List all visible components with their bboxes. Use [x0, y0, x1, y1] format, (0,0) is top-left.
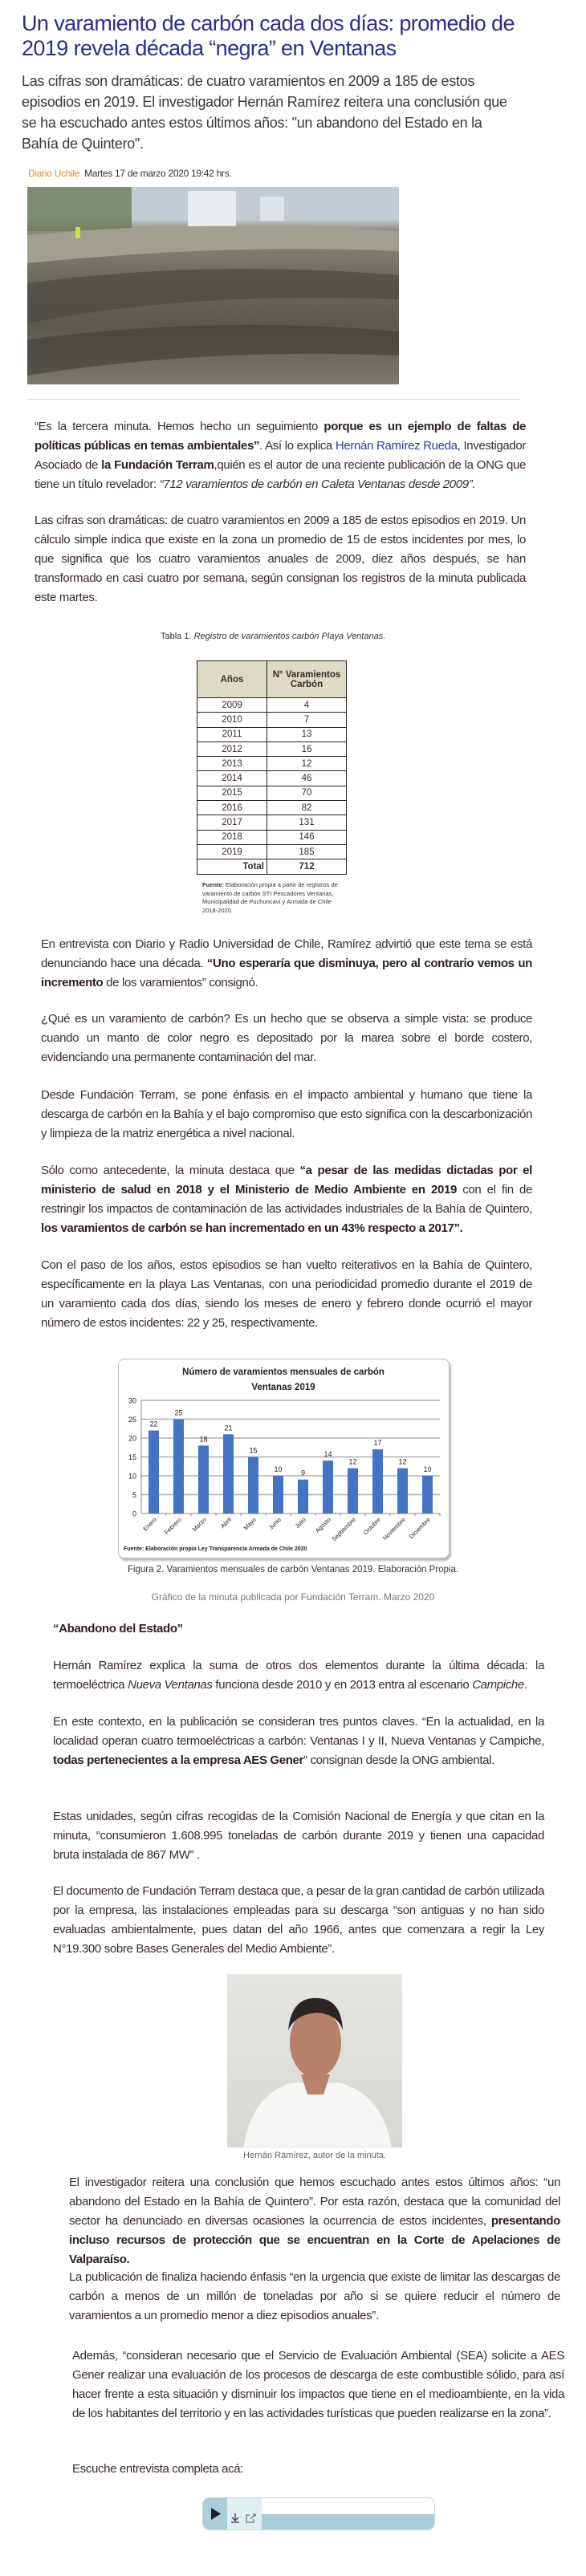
text-segment: Hernán Ramírez explica la suma de otros dos elementos durante la última década: la termoeléctrica: [53, 1659, 544, 1692]
text-segment: La publicación de finaliza haciendo énfasis “en la urgencia que existe de limitar las descargas de carbón a menos de un millón de toneladas por año si se quiere reducir el número de varamientos a un promedio menor a diez episodios anuales”.: [69, 2270, 560, 2322]
bar-enero: [149, 1431, 159, 1514]
paragraph: [69, 2173, 560, 2269]
paragraph: [53, 1713, 544, 1770]
cell-year: 2013: [197, 757, 267, 771]
table-row: [197, 727, 347, 742]
text-segment: la Fundación Terram: [101, 458, 214, 472]
figure-caption: Figura 2. Varamientos mensuales de carbón Ventanas 2019. Elaboración Propia.: [127, 1565, 459, 1574]
col-header-years: Años: [197, 661, 267, 698]
text-segment: todas pertenecientes a la empresa AES Gener: [53, 1753, 304, 1767]
paragraph: [53, 1807, 544, 1865]
author-link[interactable]: Hernán Ramírez Rueda: [335, 439, 458, 453]
table-source-text: Elaboración propia a partir de registros de varamiento de carbón STI Pescadores Ventanas, Municipalidad de Puchuncaví y Armada de Chile 2018-2020.: [202, 881, 338, 914]
text-segment: funciona desde 2010 y en 2013 entra al escenario: [212, 1678, 473, 1692]
text-segment: presentando incluso recursos de protección que se encuentran en la Corte de Apelaciones de Valparaíso.: [69, 2214, 560, 2266]
paragraph: [41, 1010, 532, 1067]
table-caption-text: Registro de varamientos carbón Playa Ventanas.: [193, 632, 386, 641]
bar-agosto: [323, 1461, 333, 1514]
paragraph: [41, 935, 532, 993]
x-tick-label: Junio: [267, 1516, 283, 1532]
y-tick-label: 30: [128, 1396, 136, 1405]
table-total-row: [197, 859, 347, 874]
text-segment: “Uno esperaría que disminuya, pero al contrario vemos un incremento: [41, 957, 532, 989]
text-segment: El documento de Fundación Terram destaca que, a pesar de la gran cantidad de carbón utilizada por la empresa, las instalaciones empleadas para su descarga “son antiguas y no han sido evaluadas ambientalmente, pues datan del año 1966, antes que comenzara a regir la Ley N°19.300 sobre Bases Generales del Medio Ambiente”.: [53, 1884, 544, 1956]
text-segment: .: [523, 1678, 527, 1692]
cell-count: 7: [267, 713, 347, 727]
audio-player: [202, 2497, 435, 2530]
data-label: 25: [174, 1408, 183, 1417]
text-segment: Nueva Ventanas: [128, 1678, 213, 1692]
x-tick-label: Noviembre: [380, 1516, 407, 1542]
hero-image-drawing: [27, 187, 399, 384]
cell-count: 12: [267, 757, 347, 771]
text-segment: de los varamientos” consignó.: [103, 976, 258, 989]
text-segment: “712 varamientos de carbón en Caleta Ventanas desde 2009”.: [159, 477, 476, 491]
data-label: 22: [149, 1420, 158, 1428]
data-label: 12: [348, 1457, 357, 1466]
paragraph: [41, 1256, 532, 1333]
y-tick-label: 20: [128, 1434, 136, 1443]
data-label: 18: [199, 1435, 208, 1444]
paragraph: [53, 1882, 544, 1959]
text-segment: Escuche entrevista completa acá:: [72, 2462, 244, 2476]
cell-count: 185: [267, 844, 347, 859]
data-label: 10: [274, 1465, 283, 1473]
text-segment: ,quién es el autor de una reciente publicación de la ONG que tiene un título revelador:: [35, 458, 526, 491]
cell-count: 146: [267, 830, 347, 844]
text-segment: ¿Qué es un varamiento de carbón? Es un hecho que se observa a simple vista: se produce cuando un manto de color negro es depositado por la marea sobre el borde costero, evidenciando una permanente contaminación del mar.: [41, 1012, 532, 1064]
text-segment: Además, “consideran necesario que el Servicio de Evaluación Ambiental (SEA) solicite a AES Gener realizar una evaluación de los procesos de descarga de este combustible sólido, para así hacer frente a esta situación y disminuir los impactos que tiene en el medioambiente, en la vida de los habitantes del territorio y en las actividades turísticas que pueden realizarse en la zona”.: [72, 2349, 564, 2420]
article-subtitle: Las cifras son dramáticas: de cuatro varamientos en 2009 a 185 de estos episodios en 2019. El investigador Hernán Ramírez reitera una conclusión que se ha escuchado antes estos últimos años: "un abandono del Estado en la Bahía de Quintero".: [22, 73, 507, 152]
text-segment: con el fin de restringir los impactos de contaminación de las actividades industriales de la Bahía de Quintero,: [41, 1183, 532, 1216]
text-segment: En entrevista con Diario y Radio Universidad de Chile, Ramírez advirtió que este tema se está denunciando hace una década.: [41, 937, 532, 970]
byline: [28, 168, 231, 179]
play-icon: [203, 2498, 227, 2529]
bar-septiembre: [348, 1469, 358, 1514]
cell-count: 13: [267, 727, 347, 742]
section-heading: [53, 1619, 544, 1639]
paragraph: [35, 511, 526, 607]
total-value: 712: [267, 859, 347, 874]
text-segment: . Así lo explica: [259, 439, 336, 453]
progress-bar[interactable]: [262, 2514, 434, 2529]
chart-title: Ventanas 2019: [251, 1383, 315, 1392]
paragraph: [53, 1656, 544, 1695]
text-segment: “Es la tercera minuta. Hemos hecho un seguimiento: [35, 420, 324, 433]
y-tick-label: 15: [128, 1453, 136, 1461]
cell-count: 131: [267, 815, 347, 830]
cell-year: 2011: [197, 727, 267, 742]
paragraph: [72, 2346, 564, 2424]
bar-abril: [223, 1434, 234, 1514]
bar-diciembre: [422, 1476, 433, 1514]
table-row: [197, 830, 347, 844]
paragraph: [41, 1161, 532, 1238]
bar-noviembre: [397, 1469, 408, 1514]
cell-count: 46: [267, 771, 347, 786]
figure-credit: Gráfico de la minuta publicada por Fundación Terram. Marzo 2020: [151, 1591, 435, 1603]
table-row: [197, 801, 347, 815]
cell-year: 2012: [197, 742, 267, 756]
data-label: 10: [423, 1465, 432, 1473]
cell-year: 2017: [197, 815, 267, 830]
x-tick-label: Mayo: [242, 1516, 258, 1532]
play-button[interactable]: [203, 2498, 227, 2529]
text-segment: Con el paso de los años, estos episodios se han vuelto reiterativos en la Bahía de Quintero, específicamente en la playa Las Ventanas, con una periodicidad promedio durante el 2019 de un varamiento cada dos días, siendo los meses de enero y febrero donde ocurrió el mayor número de estos incidentes: 22 y 25, respectivamente.: [41, 1258, 532, 1330]
chart-svg: [119, 1359, 449, 1558]
cell-year: 2014: [197, 771, 267, 786]
cell-year: 2018: [197, 830, 267, 844]
cell-year: 2019: [197, 844, 267, 859]
x-tick-label: Diciembre: [407, 1516, 432, 1541]
cell-count: 82: [267, 801, 347, 815]
text-segment: “Abandono del Estado”: [53, 1622, 183, 1635]
cell-year: 2015: [197, 786, 267, 800]
y-tick-label: 10: [128, 1472, 136, 1481]
table-source: [202, 881, 347, 915]
table-caption: [161, 632, 385, 641]
paragraph: [41, 1086, 532, 1144]
cell-year: 2010: [197, 713, 267, 727]
data-label: 21: [224, 1424, 233, 1432]
table-source-label: Fuente:: [202, 881, 225, 888]
text-segment: En este contexto, en la publicación se consideran tres puntos claves. “En la actualidad, en la localidad operan cuatro termoeléctricas a carbón: Ventanas I y II, Nueva Ventanas y Campiche,: [53, 1715, 544, 1748]
divider: [27, 399, 519, 400]
text-segment: Las cifras son dramáticas: de cuatro varamientos en 2009 a 185 de estos episodios en 2019. Un cálculo simple indica que existe en la zona un promedio de 15 de estos incidentes por mes, lo que significa que los cuatro varamientos anuales de 2009, diez años después, se han transformado en casi cuatro por semana, según consignan los registros de la minuta publicada este martes.: [35, 514, 526, 604]
x-tick-label: Enero: [141, 1516, 158, 1533]
bar-febrero: [173, 1420, 184, 1514]
text-segment: Sólo como antecedente, la minuta destaca que: [41, 1164, 300, 1177]
author-photo: [227, 1974, 402, 2147]
cell-count: 4: [267, 698, 347, 713]
table-caption-prefix: Tabla 1.: [161, 632, 194, 641]
publish-date: Martes 17 de marzo 2020 19:42 hrs.: [84, 168, 232, 179]
text-segment: los varamientos de carbón se han incrementado en un 43% respecto a 2017”.: [41, 1221, 463, 1235]
x-tick-label: Marzo: [190, 1516, 208, 1534]
download-icon[interactable]: [229, 2512, 242, 2525]
table-row: [197, 713, 347, 727]
x-tick-label: Septiembre: [330, 1516, 357, 1543]
x-tick-label: Abril: [218, 1516, 233, 1530]
table-row: [197, 757, 347, 771]
photo-caption: Hernán Ramírez, autor de la minuta.: [243, 2151, 386, 2160]
bar-julio: [298, 1480, 308, 1514]
table-row: [197, 844, 347, 859]
cell-count: 70: [267, 786, 347, 800]
source-link[interactable]: Diario Uchile: [28, 168, 80, 179]
table-row: [197, 771, 347, 786]
y-tick-label: 0: [132, 1509, 136, 1518]
bar-mayo: [248, 1457, 258, 1514]
paragraph: [35, 417, 526, 494]
data-label: 17: [373, 1439, 382, 1448]
table-row: [197, 698, 347, 713]
table-row: [197, 742, 347, 756]
text-segment: Campiche: [472, 1678, 524, 1692]
text-segment: Desde Fundación Terram, se pone énfasis en el impacto ambiental y humano que tiene la descarga de carbón en la Bahía y el bajo compromiso que esto significa con la descarbonización y limpieza de la matriz energética a nivel nacional.: [41, 1088, 532, 1140]
cell-year: 2016: [197, 801, 267, 815]
monthly-strandings-chart: [118, 1359, 450, 1558]
data-label: 12: [398, 1457, 407, 1466]
author-photo-drawing: [227, 1974, 402, 2147]
x-tick-label: Octubre: [361, 1516, 382, 1537]
y-tick-label: 5: [132, 1491, 136, 1499]
data-label: 9: [300, 1469, 306, 1477]
data-label: 15: [249, 1446, 258, 1455]
bar-junio: [273, 1476, 283, 1514]
x-tick-label: Agosto: [314, 1516, 332, 1534]
paragraph: [72, 2460, 564, 2479]
external-link-icon[interactable]: [244, 2512, 257, 2525]
cell-year: 2009: [197, 698, 267, 713]
data-label: 14: [324, 1450, 332, 1459]
bar-octubre: [372, 1449, 383, 1514]
article-title: Un varamiento de carbón cada dos días: promedio de 2019 revela década “negra” en Ventanas: [22, 11, 515, 60]
text-segment: “a pesar de las medidas dictadas por el ministerio de salud en 2018 y el Ministerio de Medio Ambiente en 2019: [41, 1164, 532, 1197]
total-label: Total: [197, 859, 267, 874]
y-tick-label: 25: [128, 1416, 136, 1424]
text-segment: porque es un ejemplo de faltas de políticas públicas en temas ambientales”: [35, 420, 526, 453]
player-actions: [227, 2498, 262, 2529]
text-segment: Estas unidades, según cifras recogidas de la Comisión Nacional de Energía y que citan en la minuta, “consumieron 1.608.995 toneladas de carbón durante 2019 y tienen una capacidad bruta instalada de 867 MW” .: [53, 1810, 544, 1862]
x-tick-label: Julio: [293, 1516, 307, 1530]
table-row: [197, 786, 347, 800]
x-tick-label: Febrero: [162, 1516, 183, 1536]
hero-image-coal-beach: [27, 187, 399, 384]
text-segment: El investigador reitera una conclusión que hemos escuchado antes estos últimos años: “un abandono del Estado en la Bahía de Quintero”. Por esta razón, destaca que la comunidad del sector ha denunciado en diversas ocasiones la ocurrencia de estos incidentes,: [69, 2176, 560, 2228]
text-segment: ” consignan desde la ONG ambiental.: [303, 1753, 494, 1767]
bar-marzo: [198, 1445, 209, 1514]
col-header-count: N° Varamientos Carbón: [267, 661, 347, 698]
cell-count: 16: [267, 742, 347, 756]
table-row: [197, 815, 347, 830]
strandings-table: [197, 660, 347, 875]
chart-title: Número de varamientos mensuales de carbón: [182, 1367, 385, 1377]
paragraph: [69, 2268, 560, 2326]
text-segment: , Investigador Asociado de: [35, 439, 526, 472]
chart-source: Fuente: Elaboración propia Ley Transparencia Armada de Chile 2020: [124, 1546, 307, 1552]
